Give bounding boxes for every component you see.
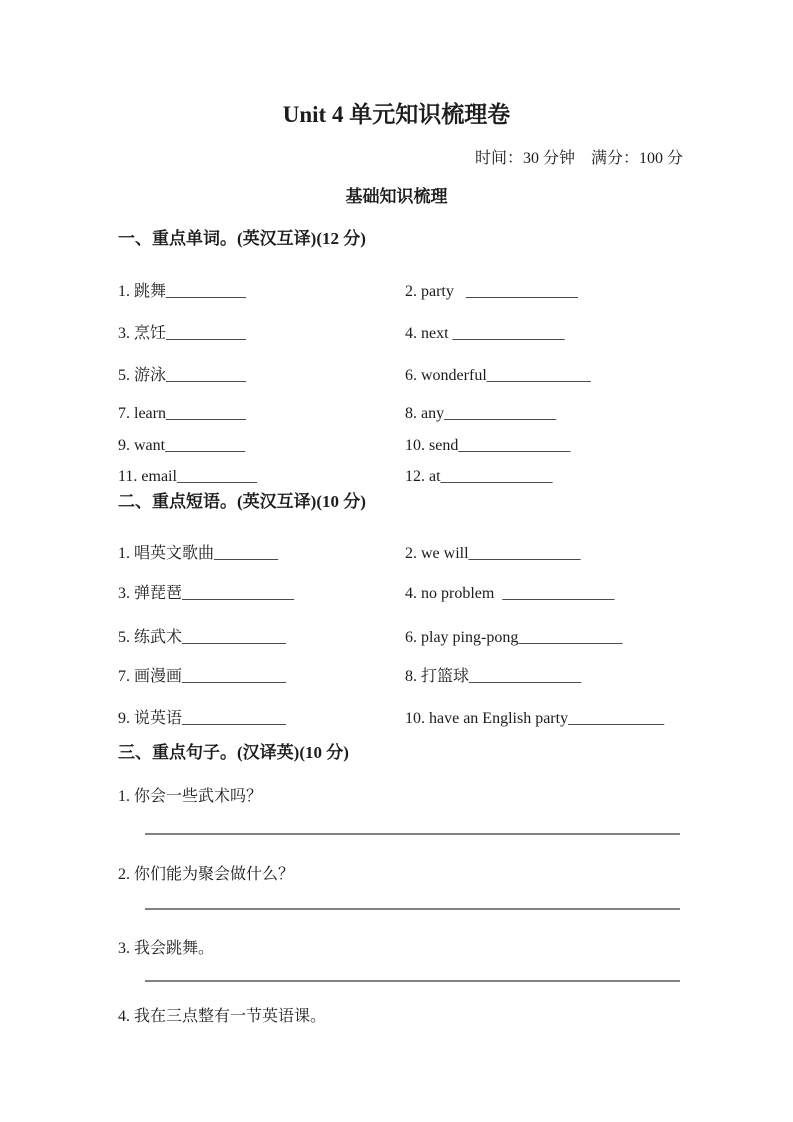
word-item: 1. 跳舞__________: [118, 283, 247, 300]
answer-line: [145, 908, 680, 910]
sentence-item: 1. 你会一些武术吗？: [118, 788, 263, 805]
word-item: 11. email__________: [118, 468, 257, 485]
word-item: 9. want__________: [118, 437, 246, 454]
answer-line: [145, 980, 680, 982]
section1-heading: 一、重点单词。(英汉互译)(12 分): [118, 229, 366, 248]
worksheet-content: [0, 228, 793, 1027]
phrase-row: [118, 708, 708, 729]
phrase-item: 2. we will______________: [405, 545, 581, 562]
word-item: 6. wonderful_____________: [405, 367, 591, 384]
sentence-item: 3. 我会跳舞。: [118, 940, 215, 957]
word-item: 3. 烹饪__________: [118, 325, 247, 342]
word-row: [118, 323, 708, 344]
phrase-row: [118, 583, 708, 604]
word-item: 12. at______________: [405, 468, 553, 485]
section3-heading: 三、重点句子。(汉译英)(10 分): [118, 743, 349, 762]
exam-meta: 时间：30 分钟 满分：100 分: [474, 150, 683, 167]
phrase-row: [118, 666, 708, 687]
sentence-item: 4. 我在三点整有一节英语课。: [118, 1008, 327, 1025]
answer-line: [145, 833, 680, 835]
word-row: [118, 435, 708, 456]
word-item: 4. next ______________: [405, 325, 565, 342]
section2-heading: 二、重点短语。(英汉互译)(10 分): [118, 492, 366, 511]
word-item: 7. learn__________: [118, 405, 246, 422]
phrase-row: [118, 543, 708, 564]
phrase-item: 6. play ping-pong_____________: [405, 629, 623, 646]
word-item: 10. send______________: [405, 437, 571, 454]
phrase-item: 7. 画漫画_____________: [118, 668, 287, 685]
sentence-item: 2. 你们能为聚会做什么？: [118, 866, 295, 883]
phrase-item: 10. have an English party____________: [405, 710, 665, 727]
phrase-item: 8. 打篮球______________: [405, 668, 582, 685]
page-title: Unit 4 单元知识梳理卷: [282, 102, 511, 127]
word-item: 8. any______________: [405, 405, 557, 422]
phrase-item: 3. 弹琵琶______________: [118, 585, 295, 602]
phrase-item: 1. 唱英文歌曲________: [118, 545, 279, 562]
word-item: 2. party ______________: [405, 283, 578, 300]
phrase-item: 4. no problem ______________: [405, 585, 615, 602]
word-row: [118, 365, 708, 386]
word-row: [118, 281, 708, 302]
phrase-item: 5. 练武术_____________: [118, 629, 287, 646]
word-item: 5. 游泳__________: [118, 367, 247, 384]
phrase-item: 9. 说英语_____________: [118, 710, 287, 727]
section-subtitle: 基础知识梳理: [345, 187, 448, 206]
word-row: [118, 403, 708, 424]
word-row: [118, 466, 708, 487]
phrase-row: [118, 627, 708, 648]
